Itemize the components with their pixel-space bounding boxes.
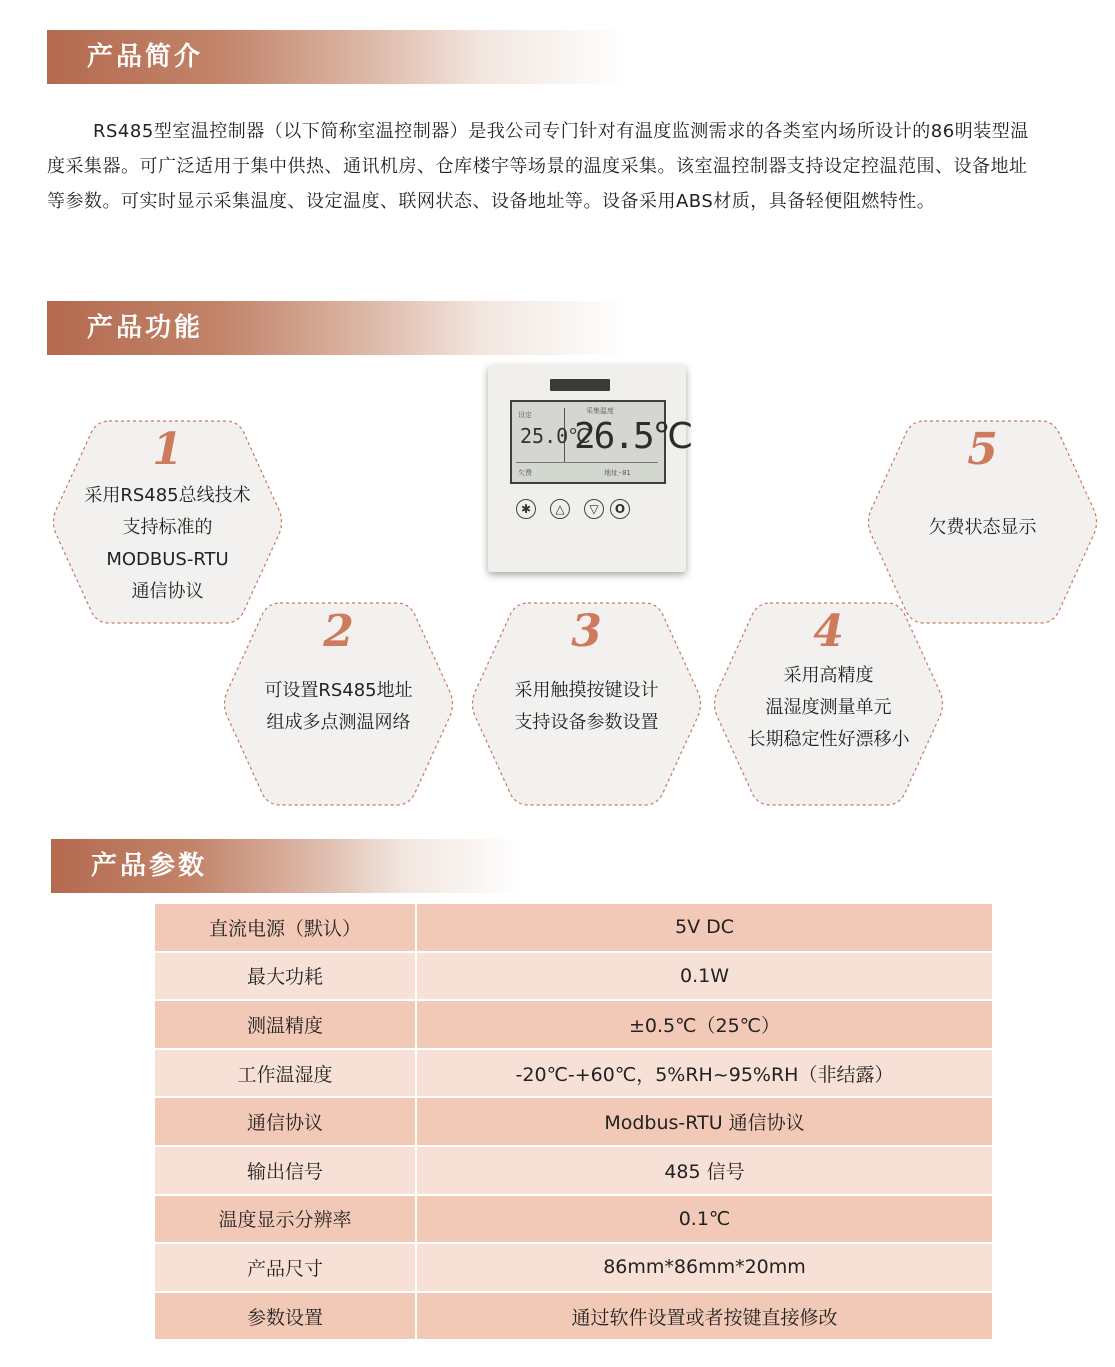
param-value: 485 信号	[416, 1146, 993, 1195]
param-label: 直流电源（默认）	[154, 903, 416, 952]
section-title-params: 产品参数	[91, 851, 208, 881]
param-value: -20℃-+60℃，5%RH~95%RH（非结露）	[416, 1049, 993, 1098]
brand-logo	[550, 379, 610, 391]
feature-hex-3	[470, 600, 703, 808]
table-row	[154, 1195, 993, 1244]
feature-line: 可设置RS485地址	[264, 680, 413, 701]
table-row	[154, 1146, 993, 1195]
feature-line: 通信协议	[131, 581, 204, 602]
param-label: 最大功耗	[154, 952, 416, 1001]
param-label: 通信协议	[154, 1097, 416, 1146]
param-label: 产品尺寸	[154, 1243, 416, 1292]
feature-hex-5	[866, 418, 1099, 626]
lcd-set-value: 25.0℃	[520, 424, 591, 448]
feature-hex-4	[712, 600, 945, 808]
table-row	[154, 1097, 993, 1146]
feature-number: 1	[152, 424, 183, 475]
feature-hex-1	[51, 418, 284, 626]
param-value: 86mm*86mm*20mm	[416, 1243, 993, 1292]
param-value: 0.1W	[416, 952, 993, 1001]
param-label: 输出信号	[154, 1146, 416, 1195]
feature-line: 采用高精度	[783, 665, 874, 686]
feature-number: 2	[323, 606, 354, 657]
table-row	[154, 903, 993, 952]
down-button-icon: ▽	[584, 499, 604, 519]
up-button-icon: △	[550, 499, 570, 519]
lcd-set-label: 设定	[518, 411, 532, 419]
feature-number: 4	[813, 606, 844, 657]
feature-line: 长期稳定性好漂移小	[747, 729, 910, 750]
feature-line: 支持标准的	[122, 517, 213, 538]
power-button-icon: O	[610, 499, 630, 519]
feature-line: 欠费状态显示	[928, 517, 1037, 538]
param-label: 测温精度	[154, 1000, 416, 1049]
table-row	[154, 1049, 993, 1098]
feature-hex-2	[222, 600, 455, 808]
param-value: ±0.5℃（25℃）	[416, 1000, 993, 1049]
section-title-features: 产品功能	[87, 313, 204, 343]
intro-paragraph: RS485型室温控制器（以下简称室温控制器）是我公司专门针对有温度监测需求的各类室内场所设计的86明装型温度采集器。可广泛适用于集中供热、通讯机房、仓库楼宇等场景的温度采集。该室温控制器支持设定控温范围、设备地址等参数。可实时显示采集温度、设定温度、联网状态、设备地址等。设备采用ABS材质，具备轻便阻燃特性。	[47, 121, 1029, 212]
feature-line: 组成多点测温网络	[266, 712, 411, 733]
params-table	[153, 902, 994, 1341]
feature-line: 采用触摸按键设计	[514, 680, 659, 701]
param-value: 通过软件设置或者按键直接修改	[416, 1292, 993, 1341]
lcd-address: 地址-01	[604, 469, 631, 477]
feature-number: 3	[571, 606, 602, 657]
feature-number: 5	[967, 424, 998, 475]
table-row	[154, 1000, 993, 1049]
table-row	[154, 952, 993, 1001]
table-row	[154, 1243, 993, 1292]
lcd-divider-horizontal	[516, 462, 658, 463]
lcd-main-value: 26.5℃	[574, 416, 692, 457]
feature-line: 采用RS485总线技术	[84, 485, 251, 506]
param-value: Modbus-RTU 通信协议	[416, 1097, 993, 1146]
star-button-icon: ✱	[516, 499, 536, 519]
table-row	[154, 1292, 993, 1341]
lcd-status: 欠费	[518, 469, 532, 477]
param-value: 5V DC	[416, 903, 993, 952]
lcd-collect-label: 采集温度	[586, 407, 614, 415]
param-label: 工作温湿度	[154, 1049, 416, 1098]
param-label: 参数设置	[154, 1292, 416, 1341]
section-header-intro	[47, 30, 627, 84]
section-title-intro: 产品简介	[87, 42, 204, 72]
section-header-params	[51, 839, 521, 893]
feature-line: 支持设备参数设置	[514, 712, 659, 733]
thermostat-device-image	[488, 365, 692, 572]
feature-line: MODBUS-RTU	[106, 549, 229, 570]
param-label: 温度显示分辨率	[154, 1195, 416, 1244]
param-value: 0.1℃	[416, 1195, 993, 1244]
lcd-screen	[510, 400, 692, 484]
section-header-features	[47, 301, 627, 355]
feature-line: 温湿度测量单元	[765, 697, 892, 718]
